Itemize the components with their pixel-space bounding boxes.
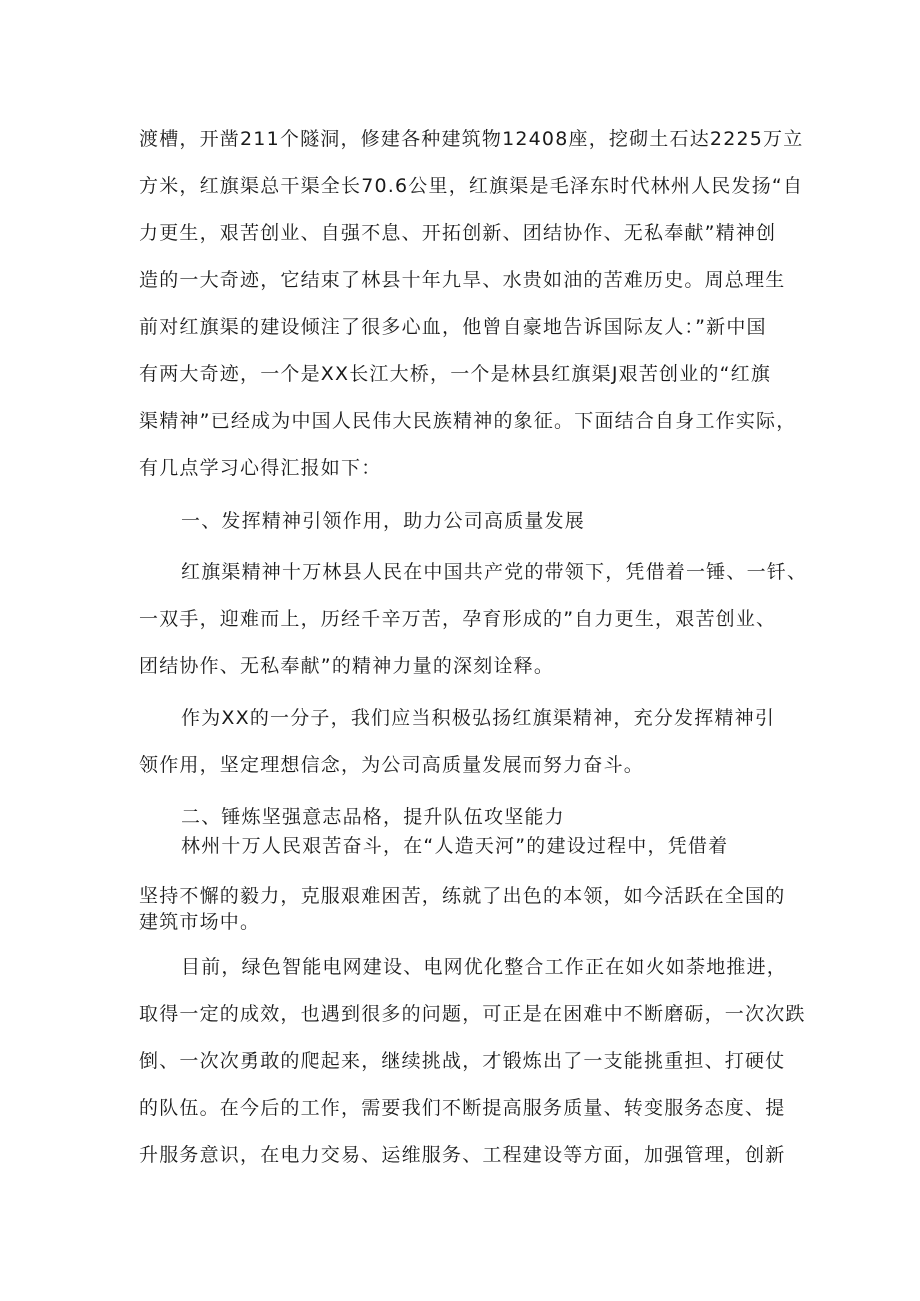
paragraph-line: 渡槽，开凿211个隧洞，修建各种建筑物12408座，挖砌土石达2225万立 xyxy=(139,128,804,150)
paragraph-line: 林州十万人民艰苦奋斗，在“人造天河”的建设过程中，凭借着 xyxy=(181,835,729,857)
paragraph-line: 团结协作、无私奉献”的精神力量的深刻诠释。 xyxy=(139,655,555,677)
paragraph-line: 的队伍。在今后的工作，需要我们不断提高服务质量、转变服务态度、提 xyxy=(139,1097,786,1119)
paragraph-line: 作为XX的一分子，我们应当积极弘扬红旗渠精神，充分发挥精神引 xyxy=(181,707,776,729)
paragraph-line: 造的一大奇迹，它结束了林县十年九旱、水贵如油的苦难历史。周总理生 xyxy=(139,269,786,291)
paragraph-line: 坚持不懈的毅力，克服艰难困苦，练就了出色的本领，如今活跃在全国的 xyxy=(139,885,786,907)
paragraph-line: 目前，绿色智能电网建设、电网优化整合工作正在如火如荼地推进， xyxy=(181,956,788,978)
section-heading-1: 一、发挥精神引领作用，助力公司高质量发展 xyxy=(181,510,586,532)
paragraph-line: 建筑市场中。 xyxy=(139,911,261,933)
paragraph-line: 力更生，艰苦创业、自强不息、开拓创新、团结协作、无私奉献”精神创 xyxy=(139,222,777,244)
paragraph-line: 渠精神”已经成为中国人民伟大民族精神的象征。下面结合自身工作实际， xyxy=(139,410,797,432)
paragraph-line: 倒、一次次勇敢的爬起来，继续挑战，才锻炼出了一支能挑重担、打硬仗 xyxy=(139,1050,786,1072)
paragraph-line: 红旗渠精神十万林县人民在中国共产党的带领下，凭借着一锤、一钎、 xyxy=(181,561,808,583)
paragraph-line: 取得一定的成效，也遇到很多的问题，可正是在困难中不断磨砺，一次次跌 xyxy=(139,1003,806,1025)
paragraph-line: 一双手，迎难而上，历经千辛万苦，孕育形成的”自力更生，艰苦创业、 xyxy=(139,608,777,630)
paragraph-line: 升服务意识，在电力交易、运维服务、工程建设等方面，加强管理，创新 xyxy=(139,1144,786,1166)
paragraph-line: 有两大奇迹，一个是XX长江大桥，一个是林县红旗渠J艰苦创业的“红旗 xyxy=(139,363,772,385)
paragraph-line: 领作用，坚定理想信念，为公司高质量发展而努力奋斗。 xyxy=(139,754,645,776)
paragraph-line: 方米，红旗渠总干渠全长70.6公里，红旗渠是毛泽东时代林州人民发扬“自 xyxy=(139,175,804,197)
section-heading-2: 二、锤炼坚强意志品格，提升队伍攻坚能力 xyxy=(181,806,565,828)
paragraph-line: 有几点学习心得汇报如下： xyxy=(139,457,382,479)
paragraph-line: 前对红旗渠的建设倾注了很多心血，他曾自豪地告诉国际友人：”新中国 xyxy=(139,316,767,338)
